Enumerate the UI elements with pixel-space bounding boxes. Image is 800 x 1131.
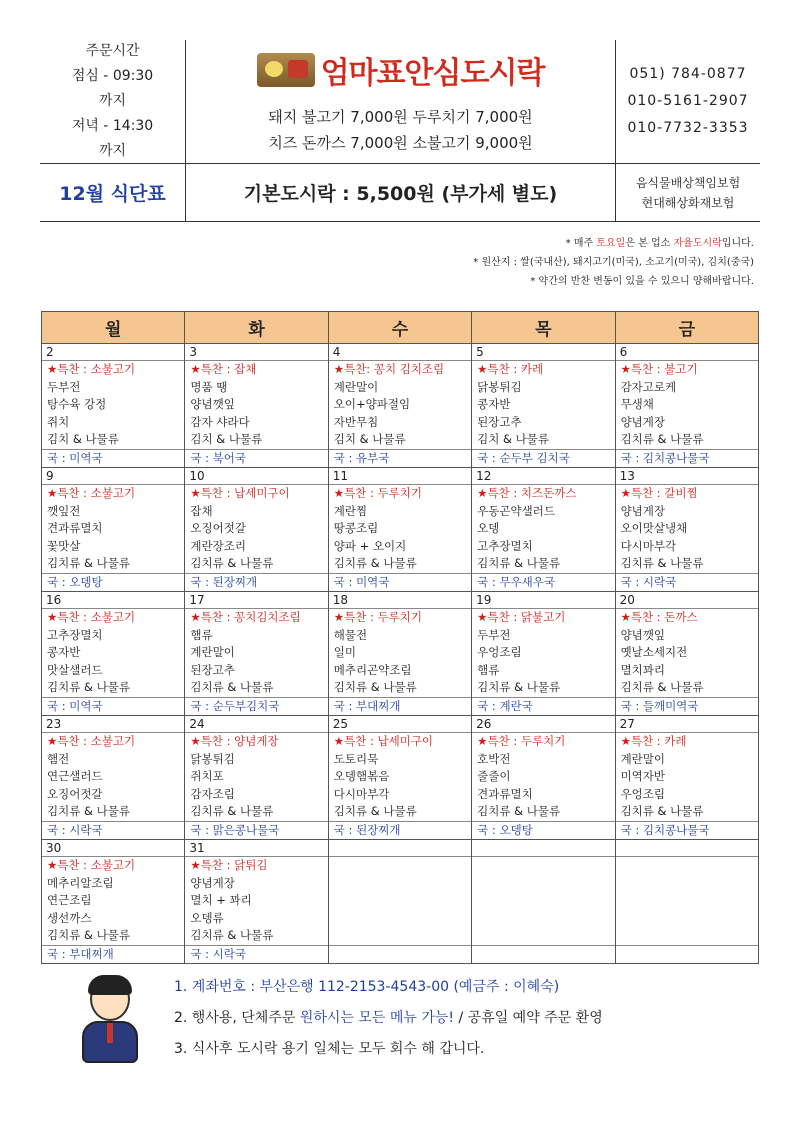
special-dish: ★특찬 : 소불고기 [47, 362, 136, 376]
side-dish: 김치류 & 나물류 [620, 432, 704, 446]
day-date: 20 [616, 592, 758, 609]
day-menu [616, 840, 758, 963]
day-date: 18 [329, 592, 471, 609]
day-menu [185, 592, 327, 715]
special-dish: ★특찬: 꽁치 김치조림 [333, 362, 445, 376]
side-dish: 김치류 & 나물류 [477, 556, 561, 570]
soup: 국 : 시락국 [185, 945, 327, 964]
side-dish [616, 892, 758, 910]
special-dish: ★특찬 : 잡채 [190, 362, 257, 376]
side-dish [329, 875, 471, 893]
day-date: 23 [42, 716, 184, 733]
insurance-line: 현대해상화재보험 [641, 195, 735, 210]
soup [329, 945, 471, 964]
side-dish: 양념깻잎 [190, 397, 235, 411]
note-highlight: 토요일 [596, 238, 626, 249]
note-highlight: 자율도시락 [673, 238, 722, 249]
day-cell [185, 468, 328, 592]
phone-numbers [616, 40, 760, 163]
soup: 국 : 된장찌개 [185, 573, 327, 592]
side-dish: 된장고추 [190, 662, 235, 677]
side-dish: 자반무침 [333, 414, 379, 429]
hours-line: 점심 - 09:30 [71, 68, 154, 84]
side-dish: 김치류 & 나물류 [47, 680, 130, 694]
side-dish: 김치류 & 나물류 [333, 804, 417, 818]
container-return-note: 3. 식사후 도시락 용기 일체는 모두 회수 해 갑니다. [174, 1041, 485, 1057]
day-menu [42, 716, 184, 839]
side-dish: 견과류멸치 [477, 786, 533, 801]
side-dish: 햄전 [47, 751, 70, 766]
day-date: 6 [616, 344, 758, 361]
day-menu [42, 344, 184, 467]
footer-highlight: 원하시는 모든 메뉴 가능! [299, 1010, 455, 1026]
special-dish: ★특찬 : 두루치기 [477, 734, 566, 748]
side-dish: 콩자반 [477, 397, 511, 411]
day-cell [42, 344, 185, 468]
footer [76, 972, 756, 1072]
side-dish: 김치류 & 나물류 [620, 556, 704, 570]
day-date: 24 [185, 716, 327, 733]
hours-line: 주문시간 [85, 43, 140, 59]
side-dish: 오징어젓갈 [190, 521, 246, 535]
phone-number: 010-5161-2907 [627, 93, 749, 109]
side-dish [329, 910, 471, 928]
day-cell [615, 716, 758, 840]
side-dish: 꽃맛살 [47, 538, 81, 553]
side-dish: 감자조림 [190, 786, 235, 801]
special-dish: ★특찬 : 두루치기 [333, 486, 422, 500]
day-menu [185, 468, 327, 591]
side-dish [616, 910, 758, 928]
side-dish: 메추리알조림 [47, 875, 114, 890]
day-date: 5 [472, 344, 614, 361]
day-cell [328, 840, 471, 964]
side-dish [472, 875, 614, 893]
special-dish: ★특찬 : 소불고기 [47, 486, 136, 500]
side-dish: 생선까스 [47, 910, 92, 925]
day-menu [329, 716, 471, 839]
side-dish: 양념게장 [620, 503, 665, 518]
day-cell [328, 468, 471, 592]
order-hours [40, 40, 186, 163]
day-menu [616, 716, 758, 839]
side-dish: 멸치꽈리 [620, 662, 665, 677]
side-dish: 김치류 & 나물류 [333, 556, 417, 570]
day-menu [616, 344, 758, 467]
day-date: 9 [42, 468, 184, 485]
day-cell [42, 716, 185, 840]
day-menu [616, 592, 758, 715]
side-dish: 일미 [333, 645, 356, 659]
special-dish: ★특찬 : 꽁치김치조림 [190, 610, 301, 624]
day-cell [615, 344, 758, 468]
soup [616, 945, 758, 964]
day-menu [472, 344, 614, 467]
day-cell [328, 344, 471, 468]
side-dish: 호박전 [477, 751, 511, 766]
soup: 국 : 된장찌개 [329, 821, 471, 840]
note-text: 은 본 업소 [625, 238, 674, 249]
day-date: 17 [185, 592, 327, 609]
menu-calendar [41, 311, 759, 964]
special-dish: ★특찬 : 납세미구이 [333, 734, 434, 748]
side-dish: 계란말이 [620, 751, 665, 766]
side-dish: 명품 땡 [190, 379, 228, 394]
side-dish: 메추리곤약조림 [333, 662, 412, 677]
weekday-header: 화 [185, 312, 328, 344]
day-date: 27 [616, 716, 758, 733]
side-dish: 오뎅류 [190, 910, 224, 925]
special-dish: ★특찬 : 소불고기 [47, 734, 136, 748]
day-menu [42, 840, 184, 963]
side-dish: 미역자반 [620, 769, 665, 783]
day-date: 4 [329, 344, 471, 361]
side-dish: 오징어젓갈 [47, 786, 103, 801]
logo [257, 48, 545, 92]
soup: 국 : 미역국 [42, 697, 184, 716]
day-cell [615, 468, 758, 592]
week-row [42, 344, 759, 468]
day-menu [329, 592, 471, 715]
side-dish: 감자고로케 [620, 379, 677, 394]
weekday-header: 월 [42, 312, 185, 344]
person-illustration [76, 977, 144, 1067]
day-menu [329, 840, 471, 963]
day-cell [472, 468, 615, 592]
side-dish [616, 927, 758, 945]
side-dish: 오이+양파절임 [333, 397, 411, 411]
day-cell [472, 344, 615, 468]
side-dish: 두부전 [477, 627, 511, 642]
side-dish: 햄류 [477, 662, 500, 677]
soup: 국 : 맑은콩나물국 [185, 821, 327, 840]
soup: 국 : 김치콩나물국 [616, 449, 758, 468]
side-dish: 콩자반 [47, 645, 81, 659]
bank-account: 1. 계좌번호 : 부산은행 112-2153-4543-00 (예금주 : 이혜숙) [174, 979, 560, 995]
side-dish: 김치류 & 나물류 [620, 680, 704, 694]
side-dish: 우엉조림 [477, 645, 522, 659]
day-menu [472, 840, 614, 963]
day-cell [185, 344, 328, 468]
day-date: 3 [185, 344, 327, 361]
day-menu [472, 468, 614, 591]
side-dish: 닭봉튀김 [477, 379, 522, 394]
lunchbox-icon [257, 53, 315, 87]
day-date: 12 [472, 468, 614, 485]
side-dish [329, 892, 471, 910]
day-menu [42, 468, 184, 591]
day-date: 26 [472, 716, 614, 733]
day-menu [185, 840, 327, 963]
insurance-line: 음식물배상책임보험 [635, 175, 741, 190]
notes [473, 234, 754, 291]
special-dish: ★특찬 : 닭불고기 [477, 610, 566, 624]
weekday-header: 수 [328, 312, 471, 344]
side-dish: 우엉조림 [620, 786, 665, 801]
day-date: 10 [185, 468, 327, 485]
side-dish: 다시마부각 [620, 538, 677, 553]
phone-number: 051) 784-0877 [629, 66, 747, 82]
person-tie [107, 1023, 113, 1043]
special-dish: ★특찬 : 닭튀김 [190, 858, 268, 872]
soup: 국 : 오뎅탕 [42, 573, 184, 592]
soup: 국 : 계란국 [472, 697, 614, 716]
week-row [42, 840, 759, 964]
special-dish [472, 857, 614, 875]
side-dish: 줄줄이 [477, 769, 511, 783]
special-dish: ★특찬 : 치즈돈까스 [477, 486, 577, 500]
soup: 국 : 미역국 [329, 573, 471, 592]
side-dish: 고추장멸치 [47, 627, 103, 642]
day-cell [328, 592, 471, 716]
side-dish: 닭봉튀김 [190, 751, 235, 766]
special-dish: ★특찬 : 카레 [620, 734, 687, 748]
side-dish: 다시마부각 [333, 786, 390, 801]
side-dish [329, 927, 471, 945]
day-cell [472, 840, 615, 964]
brand-box [186, 40, 616, 163]
weekday-header: 금 [615, 312, 758, 344]
side-dish: 연근샐러드 [47, 769, 103, 783]
day-date [616, 840, 758, 857]
special-dish: ★특찬 : 납세미구이 [190, 486, 290, 500]
side-dish: 쥐치포 [190, 769, 224, 783]
side-dish: 도토리묵 [333, 751, 379, 766]
day-menu [185, 716, 327, 839]
side-dish: 깻잎전 [47, 503, 81, 518]
note-line: * 원산지 : 쌀(국내산), 돼지고기(미국), 소고기(미국), 김치(중국) [473, 257, 754, 268]
note-text: 입니다. [721, 238, 754, 249]
side-dish: 견과류멸치 [47, 521, 103, 535]
day-cell [615, 840, 758, 964]
side-dish: 고추장멸치 [477, 538, 533, 553]
soup: 국 : 순두부김치국 [185, 697, 327, 716]
day-date: 30 [42, 840, 184, 857]
side-dish: 김치류 & 나물류 [47, 804, 130, 818]
side-dish: 우동곤약샐러드 [477, 503, 555, 518]
day-menu [472, 592, 614, 715]
soup: 국 : 시락국 [42, 821, 184, 840]
note-text: * 매주 [565, 238, 597, 249]
special-dish: ★특찬 : 카레 [477, 362, 544, 376]
calendar-body [42, 344, 759, 964]
special-dish: ★특찬 : 두루치기 [333, 610, 422, 624]
day-cell [185, 840, 328, 964]
side-dish: 김치 & 나물류 [477, 432, 549, 446]
side-dish: 양파 + 오이지 [333, 538, 407, 553]
side-dish: 계란장조리 [190, 538, 246, 553]
side-dish: 땅콩조림 [333, 521, 379, 535]
side-dish: 김치 & 나물류 [47, 432, 119, 446]
side-dish: 오이맛살냉채 [620, 521, 688, 535]
day-date: 19 [472, 592, 614, 609]
special-dish [616, 857, 758, 875]
day-cell [42, 840, 185, 964]
soup: 국 : 무우새우국 [472, 573, 614, 592]
day-date: 13 [616, 468, 758, 485]
weekday-header: 목 [472, 312, 615, 344]
side-dish: 탕수육 강정 [47, 397, 107, 411]
side-dish: 김치류 & 나물류 [333, 680, 417, 694]
month-title: 12월 식단표 [40, 164, 186, 221]
footer-text: 2. 행사용, 단체주문 [174, 1010, 300, 1026]
soup: 국 : 북어국 [185, 449, 327, 468]
soup: 국 : 시락국 [616, 573, 758, 592]
soup: 국 : 들깨미역국 [616, 697, 758, 716]
side-dish: 김치류 & 나물류 [47, 928, 130, 942]
soup: 국 : 김치콩나물국 [616, 821, 758, 840]
side-dish: 된장고추 [477, 414, 522, 429]
side-dish: 김치 & 나물류 [190, 432, 263, 446]
side-dish [472, 927, 614, 945]
day-cell [185, 592, 328, 716]
side-dish [616, 875, 758, 893]
day-menu [42, 592, 184, 715]
side-dish: 계란찜 [333, 503, 368, 518]
hours-line: 저녁 - 14:30 [71, 118, 154, 134]
week-row [42, 592, 759, 716]
special-dish: ★특찬 : 갈비찜 [620, 486, 698, 500]
side-dish: 쥐치 [47, 414, 70, 429]
phone-number: 010-7732-3353 [627, 120, 749, 136]
side-dish: 양념게장 [620, 414, 665, 429]
week-row [42, 716, 759, 840]
side-dish: 김치류 & 나물류 [190, 680, 274, 694]
day-menu [472, 716, 614, 839]
note-line: * 약간의 반찬 변동이 있을 수 있으니 양해바랍니다. [530, 276, 754, 287]
special-dish: ★특찬 : 돈까스 [620, 610, 698, 624]
side-dish: 김치 & 나물류 [333, 432, 406, 446]
soup: 국 : 순두부 김치국 [472, 449, 614, 468]
logo-text: 엄마표안심도시락 [320, 55, 545, 91]
soup: 국 : 미역국 [42, 449, 184, 468]
side-dish: 맛살샐러드 [47, 662, 103, 677]
title-row [40, 164, 760, 222]
side-dish [472, 892, 614, 910]
side-dish: 멸치 + 꽈리 [190, 893, 252, 907]
side-dish: 해물전 [333, 627, 368, 642]
side-dish [472, 910, 614, 928]
day-date: 25 [329, 716, 471, 733]
side-dish: 양념깻잎 [620, 627, 665, 642]
side-dish: 두부전 [47, 379, 81, 394]
side-dish: 김치류 & 나물류 [477, 804, 561, 818]
side-dish: 계란말이 [190, 645, 235, 659]
hours-line: 까지 [98, 143, 127, 159]
special-dish [329, 857, 471, 875]
side-dish: 김치류 & 나물류 [47, 556, 130, 570]
day-date: 11 [329, 468, 471, 485]
day-menu [329, 468, 471, 591]
soup [472, 945, 614, 964]
day-cell [472, 592, 615, 716]
side-dish: 잡채 [190, 503, 213, 518]
header [40, 40, 760, 164]
footer-text: / 공휴일 예약 주문 환영 [454, 1010, 603, 1026]
special-dish: ★특찬 : 양념게장 [190, 734, 279, 748]
week-row [42, 468, 759, 592]
day-date: 31 [185, 840, 327, 857]
day-cell [615, 592, 758, 716]
side-dish: 오뎅 [477, 521, 500, 535]
side-dish: 햄류 [190, 627, 213, 642]
price-line: 돼지 불고기 7,000원 두루치기 7,000원 [268, 107, 533, 126]
weekday-header-row [42, 312, 759, 344]
day-menu [329, 344, 471, 467]
group-order-note [174, 1003, 603, 1034]
special-dish: ★특찬 : 불고기 [620, 362, 698, 376]
side-dish: 김치류 & 나물류 [620, 804, 704, 818]
side-dish: 김치류 & 나물류 [190, 556, 274, 570]
soup: 국 : 부대찌개 [42, 945, 184, 964]
day-cell [42, 592, 185, 716]
side-dish: 오뎅햄볶음 [333, 769, 390, 783]
side-dish: 김치류 & 나물류 [477, 680, 561, 694]
day-menu [185, 344, 327, 467]
side-dish: 김치류 & 나물류 [190, 928, 274, 942]
side-dish: 감자 샤라다 [190, 414, 250, 429]
side-dish: 계란말이 [333, 379, 379, 394]
day-cell [472, 716, 615, 840]
day-menu [616, 468, 758, 591]
day-date: 16 [42, 592, 184, 609]
person-hair [88, 975, 132, 995]
side-dish: 무생채 [620, 397, 654, 411]
side-dish: 연근조림 [47, 893, 92, 907]
soup: 국 : 부대찌개 [329, 697, 471, 716]
day-date [472, 840, 614, 857]
side-dish: 양념게장 [190, 875, 235, 890]
hours-line: 까지 [98, 93, 127, 109]
day-cell [185, 716, 328, 840]
insurance-info [616, 164, 760, 221]
special-dish: ★특찬 : 소불고기 [47, 610, 136, 624]
footer-info [174, 972, 603, 1065]
day-date [329, 840, 471, 857]
price-line: 치즈 돈까스 7,000원 소불고기 9,000원 [268, 133, 533, 152]
side-dish: 옛날소세지전 [620, 645, 688, 659]
special-dish: ★특찬 : 소불고기 [47, 858, 136, 872]
side-dish: 김치류 & 나물류 [190, 804, 274, 818]
day-cell [42, 468, 185, 592]
soup: 국 : 유부국 [329, 449, 471, 468]
soup: 국 : 오뎅탕 [472, 821, 614, 840]
day-cell [328, 716, 471, 840]
day-date: 2 [42, 344, 184, 361]
base-price: 기본도시락 : 5,500원 (부가세 별도) [186, 164, 616, 221]
note-line [473, 234, 754, 253]
